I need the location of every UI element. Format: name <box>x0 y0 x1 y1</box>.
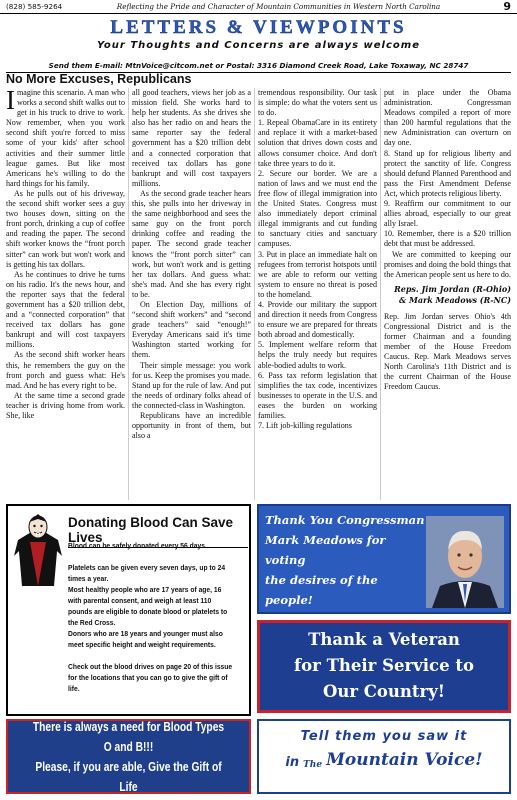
the-word: The <box>303 760 323 770</box>
article-signature <box>384 284 511 306</box>
congressman-portrait-photo <box>426 516 504 608</box>
article-paragraph: As the second grade teacher hears this, she pulls into her driveway in the same neighborhood and sees the same guy on the front porch drinking coffee and reading the paper. The second grade teacher knows the “front porch sitter” can work, but won't work and is getting her tax dollars. And guess what: she's mad. And she has every right to be. <box>132 188 251 299</box>
mountain-voice-logo-text: Mountain Voice! <box>326 750 483 770</box>
column-divider <box>254 88 255 500</box>
article-list-item: 1. Repeal ObamaCare in its entirety and replace it with a market-based solution that drives down costs and allows consumer choice. And don't take three years to do it. <box>258 118 377 168</box>
ad-fact: Blood can be safely donated every 56 days. <box>68 541 207 550</box>
mountain-voice-ad <box>257 719 511 794</box>
veteran-line: for Their Service to <box>294 656 474 675</box>
article-paragraph: Republicans have an incredible opportunity in front of them, but also a <box>132 411 251 441</box>
thank-veteran-ad <box>257 620 511 713</box>
banner-line: Please, if you are able, Give the Gift of Life <box>35 759 222 794</box>
thank-line: Thank You Congressman <box>265 513 425 527</box>
column-divider <box>128 88 129 500</box>
column-divider <box>380 88 381 500</box>
author-bio: Rep. Jim Jordan serves Ohio's 4th Congressional District and is the former Chairman and a founding member of the House Freedom Caucus. Rep. Mark Meadows serves North Carolina's 11th District and is the current Chairman of the House Freedom Caucus. <box>384 311 511 392</box>
signature-line: Reps. Jim Jordan (R-Ohio) <box>394 283 511 294</box>
header-phone: (828) 585-9264 <box>6 2 63 11</box>
ad-brand-line <box>259 750 509 770</box>
article-list-item: 4. Provide our military the support and direction it needs from Congress to ensure we are prepared for threats both abroad and domestically. <box>258 299 377 340</box>
section-masthead <box>6 17 511 51</box>
drop-cap: I <box>6 88 15 115</box>
article-paragraph: We are committed to keeping our promises and doing the bold things that the American people sent us here to do. <box>384 249 511 279</box>
article-headline: No More Excuses, Republicans <box>6 72 192 86</box>
article-paragraph: put in place under the Obama administration. Congressman Meadows compiled a report of more than 200 harmful regulations that the new Administration can overturn on day one. <box>384 88 511 148</box>
blood-donation-ad <box>6 504 251 716</box>
article-paragraph: As he continues to drive he turns on his radio. It's the news hour, and the reporter says that the federal government has a $20 trillion debt, and a “connected corporation” that received tax dollars has gone bankrupt and will cost taxpayers millions. <box>6 269 125 350</box>
article-list-item: 3. Put in place an immediate halt on refugees from terrorist hotspots until we are able to reform our vetting system to ensure no threat is posed to the homeland. <box>258 249 377 299</box>
article-list-item: 9. Reaffirm our commitment to our allies abroad, especially to our great ally Israel. <box>384 199 511 229</box>
veteran-line: Thank a Veteran <box>308 630 460 649</box>
page-number: 9 <box>503 0 511 13</box>
article-column-3 <box>258 88 377 500</box>
ad-title: Donating Blood Can Save Lives <box>68 515 249 548</box>
article-list-item: 7. Lift job-killing regulations <box>258 421 352 431</box>
ad-headline: Tell them you saw it <box>300 729 468 744</box>
blood-type-banner <box>6 719 251 794</box>
thank-line: Mark Meadows for voting <box>265 533 386 567</box>
section-title: LETTERS & VIEWPOINTS <box>110 17 407 38</box>
article-paragraph <box>6 88 125 189</box>
ad-fact: Check out the blood drives on page 20 of this issue for the locations that you can go to give the gift of life. <box>68 662 233 693</box>
article-list-item: 10. Remember, there is a $20 trillion debt that must be addressed. <box>384 229 511 249</box>
article-paragraph: As he pulls out of his driveway, the second shift worker sees a guy two houses down, sitting on the front porch, drinking a cup of coffee and reading the paper. The second shift worker knows the “front porch sitter” can work but won't work and is getting his tax dollars. <box>6 188 125 269</box>
veteran-line: Our Country! <box>322 682 446 701</box>
article-column-4 <box>384 88 511 500</box>
article-list-item: 6. Pass tax reform legislation that simplifies the tax code, incentivizes businesses to operate in the U.S. and eases the burden on working families. <box>258 370 377 420</box>
thank-you-text <box>265 510 425 630</box>
ad-fact: Platelets can be given every seven days, up to 24 times a year. <box>68 563 226 583</box>
signature-line: & Mark Meadows (R-NC) <box>398 294 511 305</box>
article-column-1 <box>6 88 125 500</box>
article-list-item: 8. Stand up for religious liberty and protect the sanctity of life. Congress should defund Planned Parenthood and pass the First Amendment Defense Act, which protects religious liberty. <box>384 148 511 198</box>
thank-line: the desires of the people! <box>265 573 378 607</box>
paragraph-text: magine this scenario. A man who works a second shift walks out to get in his truck to drive to work. Now remember, when you work second shift you're forced to miss some of your kids' after school activities and their summer little league games. But like most Americans he's willing to do the hard things for his family. <box>6 88 125 188</box>
ad-fact: Donors who are 18 years and younger must also meet specific height and weight requirements. <box>68 629 223 649</box>
section-subtitle: Your Thoughts and Concerns are always welcome <box>96 40 420 51</box>
article-paragraph: all good teachers, views her job as a mission field. She works hard to help her students. As she drives she also has her radio on and hears the same reporter say the federal government has a $20 trillion debt and a connected corporation that received tax dollars has gone bankrupt and will cost taxpayers millions. <box>132 88 251 188</box>
article-paragraph: At the same time a second grade teacher is driving home from work. She, like <box>6 390 125 420</box>
article-list-item: 5. Implement welfare reform that helps the truly needy but requires able-bodied adults to work. <box>258 340 377 370</box>
header-tagline: Reflecting the Pride and Character of Mountain Communities in Western North Carolina <box>116 2 441 11</box>
page-header-bar <box>0 0 517 14</box>
article-paragraph: Their simple message: you work for us. Keep the promises you made. Stand up for the rule of law. And put the needs of ordinary folks ahead of the connected-class in Washington. <box>132 360 251 410</box>
article-list-item: 2. Secure our border. We are a nation of laws and we must end the free flow of illegal immigration into the United States. Congress must also immediately deport criminal illegal immigrants and cut funding to sanctuary cities and sanctuary campuses. <box>258 168 377 249</box>
article-paragraph: On Election Day, millions of “second shift workers” and “second grade teachers” said “enough!” Everyday Americans said it's time Washington started working for them. <box>132 299 251 360</box>
submission-address: Send them E-mail: MtnVoice@citcom.net or Postal: 3316 Diamond Creek Road, Lake Toxaway, NC 28747 <box>6 61 511 73</box>
banner-line: There is always a need for Blood Types O and B!!! <box>32 719 225 754</box>
thank-congressman-ad <box>257 504 511 614</box>
ad-fact: Most healthy people who are 17 years of age, 16 with parental consent, and weigh at least 110 pounds are eligible to donate blood or platelets to the Red Cross. <box>68 585 228 627</box>
vampire-mascot-icon <box>14 510 62 588</box>
article-column-2 <box>132 88 251 500</box>
in-word: in <box>285 755 300 770</box>
article-paragraph: As the second shift worker hears this, he remembers the guy on the front porch and guess what: He's mad. And he has every right to be. <box>6 350 125 390</box>
article-paragraph: tremendous responsibility. Our task is simple: do what the voters sent us to do. <box>258 88 377 118</box>
